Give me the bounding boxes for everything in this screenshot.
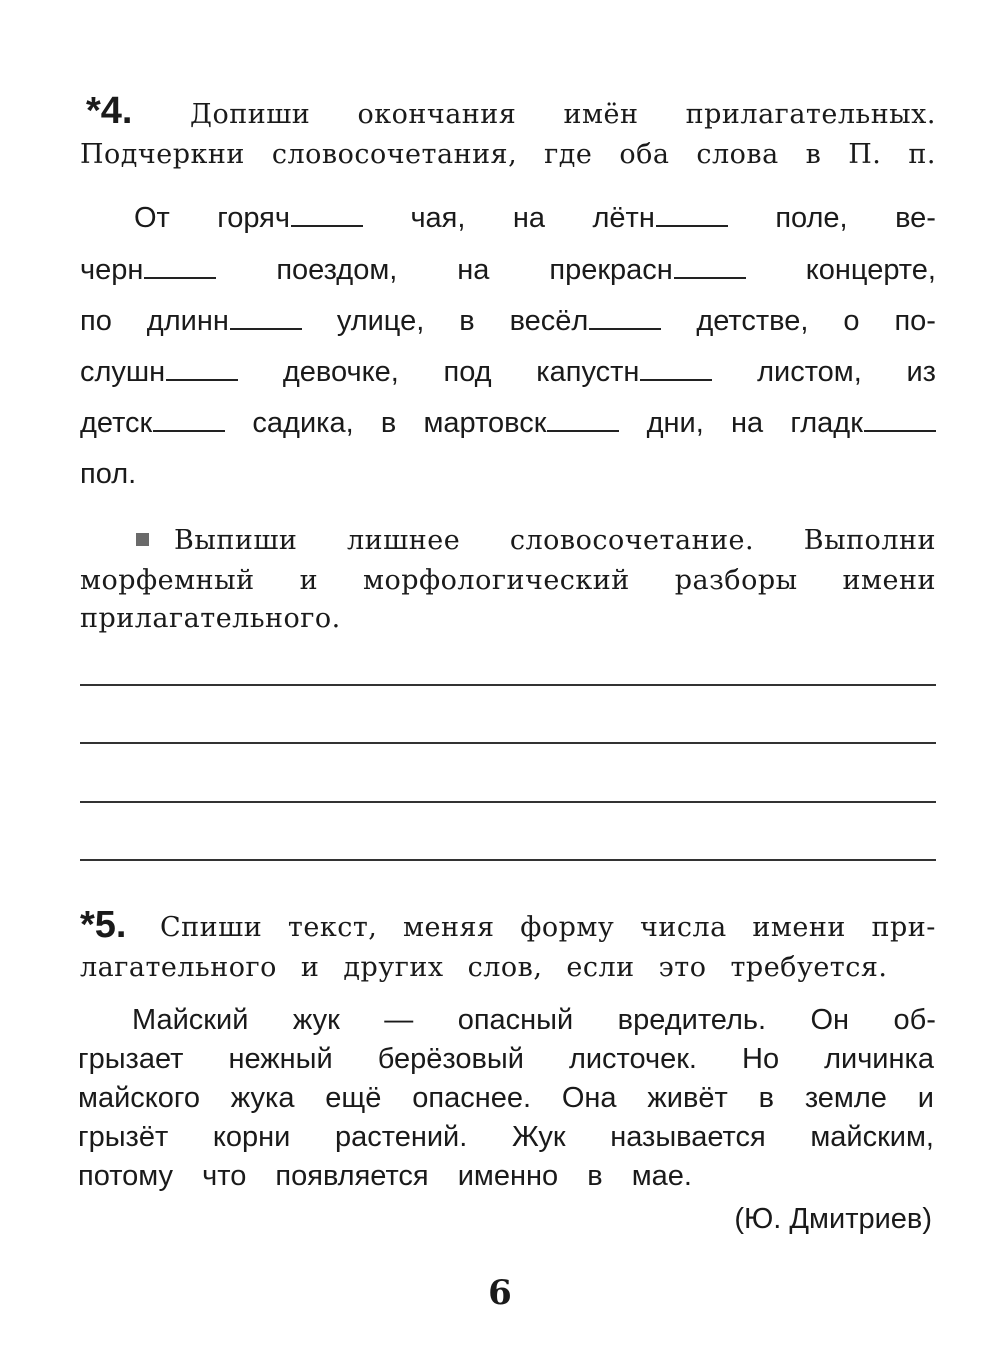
writing-line[interactable] xyxy=(80,742,936,744)
task-5-instruction-line-2 xyxy=(80,954,936,981)
word: и xyxy=(299,565,319,596)
word: по- xyxy=(894,305,936,337)
word: в xyxy=(758,1082,774,1114)
task-4-exercise-line-2 xyxy=(80,256,936,285)
writing-line[interactable] xyxy=(80,801,936,803)
word: живёт xyxy=(647,1082,728,1114)
word: грызает xyxy=(78,1043,184,1075)
task-5-text-line-5 xyxy=(78,1162,692,1191)
word: текст, xyxy=(287,912,378,943)
word: по xyxy=(80,305,112,337)
word: грызёт xyxy=(78,1121,169,1153)
word: меняя xyxy=(403,912,495,943)
task-5-instruction-line-1 xyxy=(160,914,936,941)
word: лагательного xyxy=(80,952,277,983)
writing-line[interactable] xyxy=(80,684,936,686)
word: и xyxy=(300,952,320,983)
task-5-text-line-3 xyxy=(78,1084,934,1113)
word: мартовск xyxy=(423,407,547,439)
word: вредитель. xyxy=(617,1004,767,1036)
task-4-subtask-line-2 xyxy=(80,567,936,594)
word: имён xyxy=(563,99,639,130)
word: лётн xyxy=(592,202,655,234)
word: прекрасн xyxy=(549,254,673,286)
word: в xyxy=(805,139,822,170)
word: слова xyxy=(696,139,779,170)
word: опаснее. xyxy=(412,1082,532,1114)
word: опасный xyxy=(457,1004,574,1036)
word: майским, xyxy=(810,1121,934,1153)
word: Допиши xyxy=(190,99,311,130)
word: гладк xyxy=(790,407,863,439)
answer-blank[interactable] xyxy=(230,327,302,330)
word: в xyxy=(380,407,397,439)
word: где xyxy=(544,139,593,170)
word: пол. xyxy=(80,458,137,490)
word: майского xyxy=(78,1082,200,1114)
word: ещё xyxy=(325,1082,382,1114)
task-5-text-line-1 xyxy=(132,1006,936,1035)
task-4-instruction-line-2 xyxy=(80,141,936,168)
word: Спиши xyxy=(160,912,263,943)
word: о xyxy=(843,305,860,337)
answer-blank[interactable] xyxy=(547,429,619,432)
word: называется xyxy=(610,1121,766,1153)
answer-blank[interactable] xyxy=(144,276,216,279)
word: именно xyxy=(457,1160,559,1192)
word: длинн xyxy=(146,305,229,337)
word: словосочетания, xyxy=(271,139,518,170)
word: Майский xyxy=(132,1004,249,1036)
answer-blank[interactable] xyxy=(166,378,238,381)
text-author: (Ю. Дмитриев) xyxy=(734,1203,932,1235)
word: нежный xyxy=(228,1043,333,1075)
task-4-exercise-line-3 xyxy=(80,307,936,336)
word: горяч xyxy=(217,202,290,234)
task-4-number: *4. xyxy=(86,90,133,132)
word: черн xyxy=(80,254,144,286)
word: слов, xyxy=(467,952,543,983)
word: концерте, xyxy=(805,254,936,286)
task-4-instruction-line-1 xyxy=(190,101,936,128)
word: требуется. xyxy=(730,952,888,983)
word: берёзовый xyxy=(377,1043,524,1075)
word: Он xyxy=(810,1004,850,1036)
word: под xyxy=(443,356,492,388)
word: других xyxy=(343,952,444,983)
word: Она xyxy=(561,1082,617,1114)
word: прилагательного. xyxy=(80,603,341,634)
word: От xyxy=(134,202,170,234)
word: листочек. xyxy=(568,1043,697,1075)
word: п. xyxy=(908,139,936,170)
word: личинка xyxy=(824,1043,934,1075)
answer-blank[interactable] xyxy=(589,327,661,330)
word: при- xyxy=(871,912,936,943)
word: на xyxy=(512,202,546,234)
word: Но xyxy=(742,1043,780,1075)
word: земле xyxy=(804,1082,887,1114)
word: поездом, xyxy=(276,254,398,286)
word: имени xyxy=(842,565,936,596)
word: листом, xyxy=(757,356,862,388)
word: прилагательных. xyxy=(685,99,936,130)
word: об- xyxy=(893,1004,936,1036)
word: жук xyxy=(292,1004,340,1036)
task-4-subtask-line-3 xyxy=(80,605,936,632)
task-4-subtask-line-1 xyxy=(174,527,936,554)
word: если xyxy=(566,952,635,983)
word: потому xyxy=(78,1160,174,1192)
word: морфологический xyxy=(362,565,630,596)
word: имени xyxy=(752,912,846,943)
answer-blank[interactable] xyxy=(640,378,712,381)
word: Жук xyxy=(511,1121,566,1153)
task-4-exercise-line-1 xyxy=(134,204,936,233)
answer-blank[interactable] xyxy=(153,429,225,432)
word: слушн xyxy=(80,356,166,388)
task-4-exercise-line-5 xyxy=(80,409,936,438)
word: Выпиши xyxy=(174,525,298,556)
word: форму xyxy=(520,912,615,943)
word: на xyxy=(457,254,490,286)
answer-blank[interactable] xyxy=(674,276,746,279)
answer-blank[interactable] xyxy=(291,224,363,227)
answer-blank[interactable] xyxy=(864,429,936,432)
word: лишнее xyxy=(347,525,461,556)
word: ве- xyxy=(895,202,936,234)
word: что xyxy=(202,1160,247,1192)
word: улице, xyxy=(336,305,425,337)
word: садика, xyxy=(252,407,354,439)
word: оба xyxy=(619,139,670,170)
word: — xyxy=(384,1004,414,1036)
word: детск xyxy=(80,407,153,439)
writing-line[interactable] xyxy=(80,859,936,861)
task-5-text-line-4 xyxy=(78,1123,934,1152)
word: окончания xyxy=(357,99,517,130)
word: Подчеркни xyxy=(80,139,245,170)
task-5-number: *5. xyxy=(80,904,127,946)
task-4-exercise-line-4 xyxy=(80,358,936,387)
word: жука xyxy=(230,1082,295,1114)
word: корни xyxy=(212,1121,291,1153)
word: растений. xyxy=(335,1121,468,1153)
word: морфемный xyxy=(80,565,255,596)
word: детстве, xyxy=(696,305,809,337)
word: из xyxy=(906,356,936,388)
word: дни, xyxy=(646,407,704,439)
word: числа xyxy=(639,912,727,943)
word: Выполни xyxy=(803,525,936,556)
task-5-text-line-2 xyxy=(78,1045,934,1074)
task-4-exercise-line-6 xyxy=(80,460,936,489)
word: мае. xyxy=(631,1160,692,1192)
word: поле, xyxy=(775,202,848,234)
word: чая, xyxy=(410,202,466,234)
page-number: 6 xyxy=(488,1273,512,1313)
word: на xyxy=(730,407,764,439)
word: это xyxy=(658,952,707,983)
word: словосочетание. xyxy=(509,525,755,556)
answer-blank[interactable] xyxy=(656,224,728,227)
bullet-square-icon xyxy=(136,533,149,546)
word: и xyxy=(917,1082,934,1114)
word: в xyxy=(459,305,475,337)
word: в xyxy=(587,1160,603,1192)
word: появляется xyxy=(275,1160,429,1192)
word: девочке, xyxy=(282,356,399,388)
word: П. xyxy=(848,139,882,170)
word: разборы xyxy=(674,565,798,596)
word: весёл xyxy=(509,305,589,337)
word: капустн xyxy=(536,356,640,388)
